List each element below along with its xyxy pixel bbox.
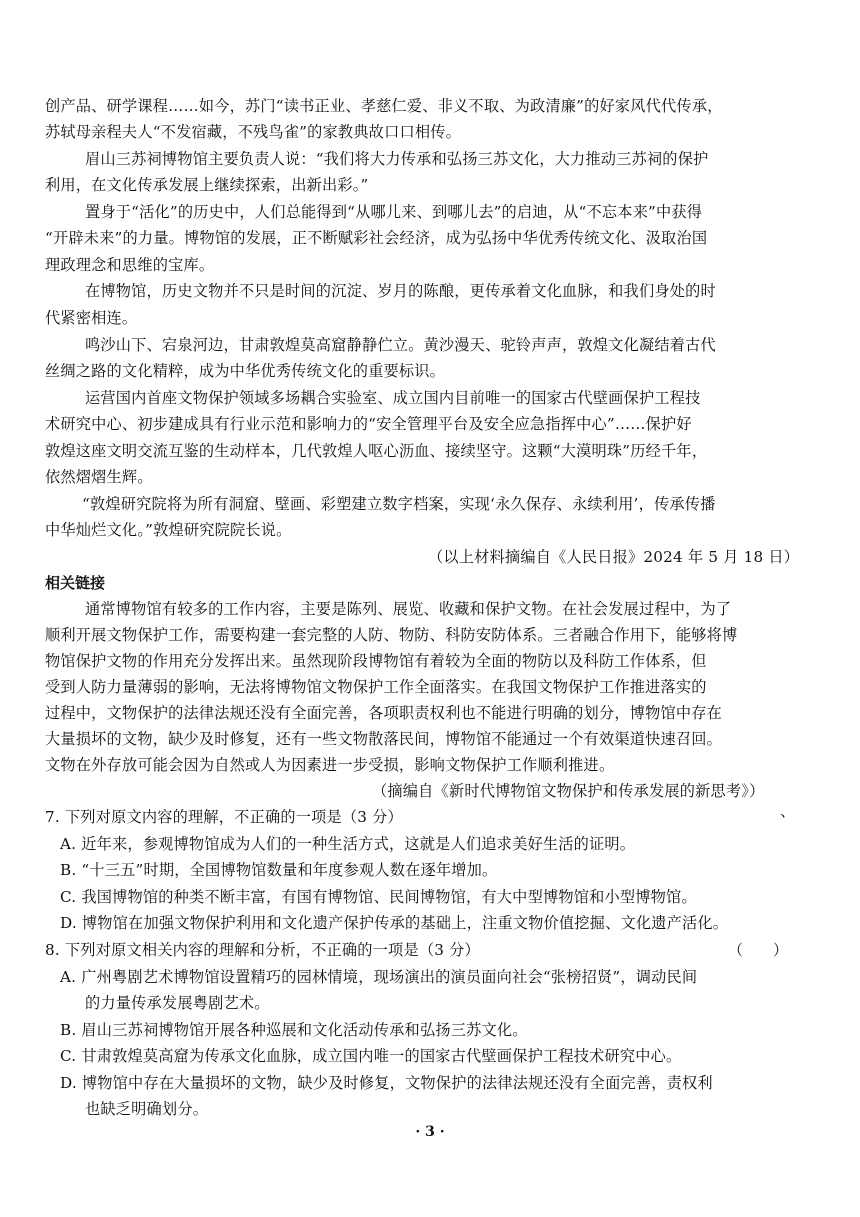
question-8-option-a-cont: 的力量传承发展粤剧艺术。 xyxy=(85,994,270,1012)
passage-line: 术研究中心、初步建成具有行业示范和影响力的“安全管理平台及安全应急指挥中心”……保护好 xyxy=(45,415,692,433)
question-7-stem: 7. 下列对原文内容的理解，不正确的一项是（3 分） xyxy=(45,808,403,826)
question-7-option-c: C. 我国博物馆的种类不断丰富，有国有博物馆、民间博物馆，有大中型博物馆和小型博物馆。 xyxy=(60,888,697,906)
passage-line: 理政理念和思维的宝库。 xyxy=(45,256,215,274)
passage-line: 鸣沙山下、宕泉河边，甘肃敦煌莫高窟静静伫立。黄沙漫天、驼铃声声，敦煌文化凝结着古代 xyxy=(85,336,716,354)
passage-line: 创产品、研学课程……如今，苏门“读书正业、孝慈仁爱、非义不取、为政清廉”的好家风代代传承， xyxy=(45,97,723,115)
passage-line: 眉山三苏祠博物馆主要负责人说：“我们将大力传承和弘扬三苏文化，大力推动三苏祠的保护 xyxy=(85,150,709,168)
related-line: 文物在外存放可能会因为自然或人为因素进一步受损，影响文物保护工作顺利推进。 xyxy=(45,756,615,774)
question-8-stem: 8. 下列对原文相关内容的理解和分析，不正确的一项是（3 分） xyxy=(45,941,480,959)
question-7-option-b: B. “十三五”时期，全国博物馆数量和年度参观人数在逐年增加。 xyxy=(60,861,498,879)
passage-line: “敦煌研究院将为所有洞窟、壁画、彩塑建立数字档案，实现‘永久保存、永续利用’，传承传播 xyxy=(82,495,716,513)
related-line: 过程中，文物保护的法律法规还没有全面完善，各项职责权利也不能进行明确的划分，博物馆中存在 xyxy=(45,704,723,722)
related-line: 物馆保护文物的作用充分发挥出来。虽然现阶段博物馆有着较为全面的物防以及科防工作体系，但 xyxy=(45,652,707,670)
passage-line: 丝绸之路的文化精粹，成为中华优秀传统文化的重要标识。 xyxy=(45,362,446,380)
page-number: · 3 · xyxy=(415,1124,445,1140)
question-8-option-d-cont: 也缺乏明确划分。 xyxy=(85,1100,209,1118)
passage-line: 代紧密相连。 xyxy=(45,309,138,327)
related-link-heading: 相关链接 xyxy=(45,574,106,592)
question-8-option-c: C. 甘肃敦煌莫高窟为传承文化血脉，成立国内唯一的国家古代壁画保护工程技术研究中心。 xyxy=(60,1047,682,1065)
passage-line: 利用，在文化传承发展上继续探索，出新出彩。” xyxy=(45,176,369,194)
passage-line: 依然熠熠生辉。 xyxy=(45,468,153,486)
passage-line: 中华灿烂文化。”敦煌研究院院长说。 xyxy=(45,521,292,539)
answer-bracket: （ ） xyxy=(728,941,789,959)
passage-line: 置身于“活化”的历史中，人们总能得到“从哪儿来、到哪儿去”的启迪，从“不忘本来”中获得 xyxy=(85,203,703,221)
related-line: 顺利开展文物保护工作，需要构建一套完整的人防、物防、科防安防体系。三者融合作用下，能够将博 xyxy=(45,626,738,644)
source-citation: （摘编自《新时代博物馆文物保护和传承发展的新思考》） xyxy=(372,782,765,800)
related-line: 受到人防力量薄弱的影响，无法将博物馆文物保护工作全面落实。在我国文物保护工作推进落实的 xyxy=(45,678,707,696)
question-8-option-d: D. 博物馆中存在大量损坏的文物，缺少及时修复，文物保护的法律法规还没有全面完善，责权利 xyxy=(60,1074,713,1092)
question-8-option-a: A. 广州粤剧艺术博物馆设置精巧的园林情境，现场演出的演员面向社会“张榜招贤”，调动民间 xyxy=(60,968,698,986)
question-7-option-d: D. 博物馆在加强文物保护利用和文化遗产保护传承的基础上，注重文物价值挖掘、文化遗产活化。 xyxy=(60,914,729,932)
question-7-option-a: A. 近年来，参观博物馆成为人们的一种生活方式，这就是人们追求美好生活的证明。 xyxy=(60,835,636,853)
related-line: 大量损坏的文物，缺少及时修复，还有一些文物散落民间，博物馆不能通过一个有效渠道快速召回。 xyxy=(45,730,723,748)
related-line: 通常博物馆有较多的工作内容，主要是陈列、展览、收藏和保护文物。在社会发展过程中，为了 xyxy=(85,600,732,618)
passage-line: 运营国内首座文物保护领域多场耦合实验室、成立国内目前唯一的国家古代壁画保护工程技 xyxy=(85,389,701,407)
passage-line: 在博物馆，历史文物并不只是时间的沉淀、岁月的陈酿，更传承着文化血脉，和我们身处的时 xyxy=(85,282,716,300)
question-8-option-b: B. 眉山三苏祠博物馆开展各种巡展和文化活动传承和弘扬三苏文化。 xyxy=(60,1021,528,1039)
passage-line: 苏轼母亲程夫人“不发宿藏，不残鸟雀”的家教典故口口相传。 xyxy=(45,123,462,141)
passage-line: “开辟未来”的力量。博物馆的发展，正不断赋彩社会经济，成为弘扬中华优秀传统文化、汲取治国 xyxy=(45,229,708,247)
source-citation: （以上材料摘编自《人民日报》2024 年 5 月 18 日） xyxy=(428,548,800,566)
question-7-mark: 、 xyxy=(780,802,796,820)
passage-line: 敦煌这座文明交流互鉴的生动样本，几代敦煌人呕心沥血、接续坚守。这颗“大漠明珠”历经千年， xyxy=(45,442,708,460)
